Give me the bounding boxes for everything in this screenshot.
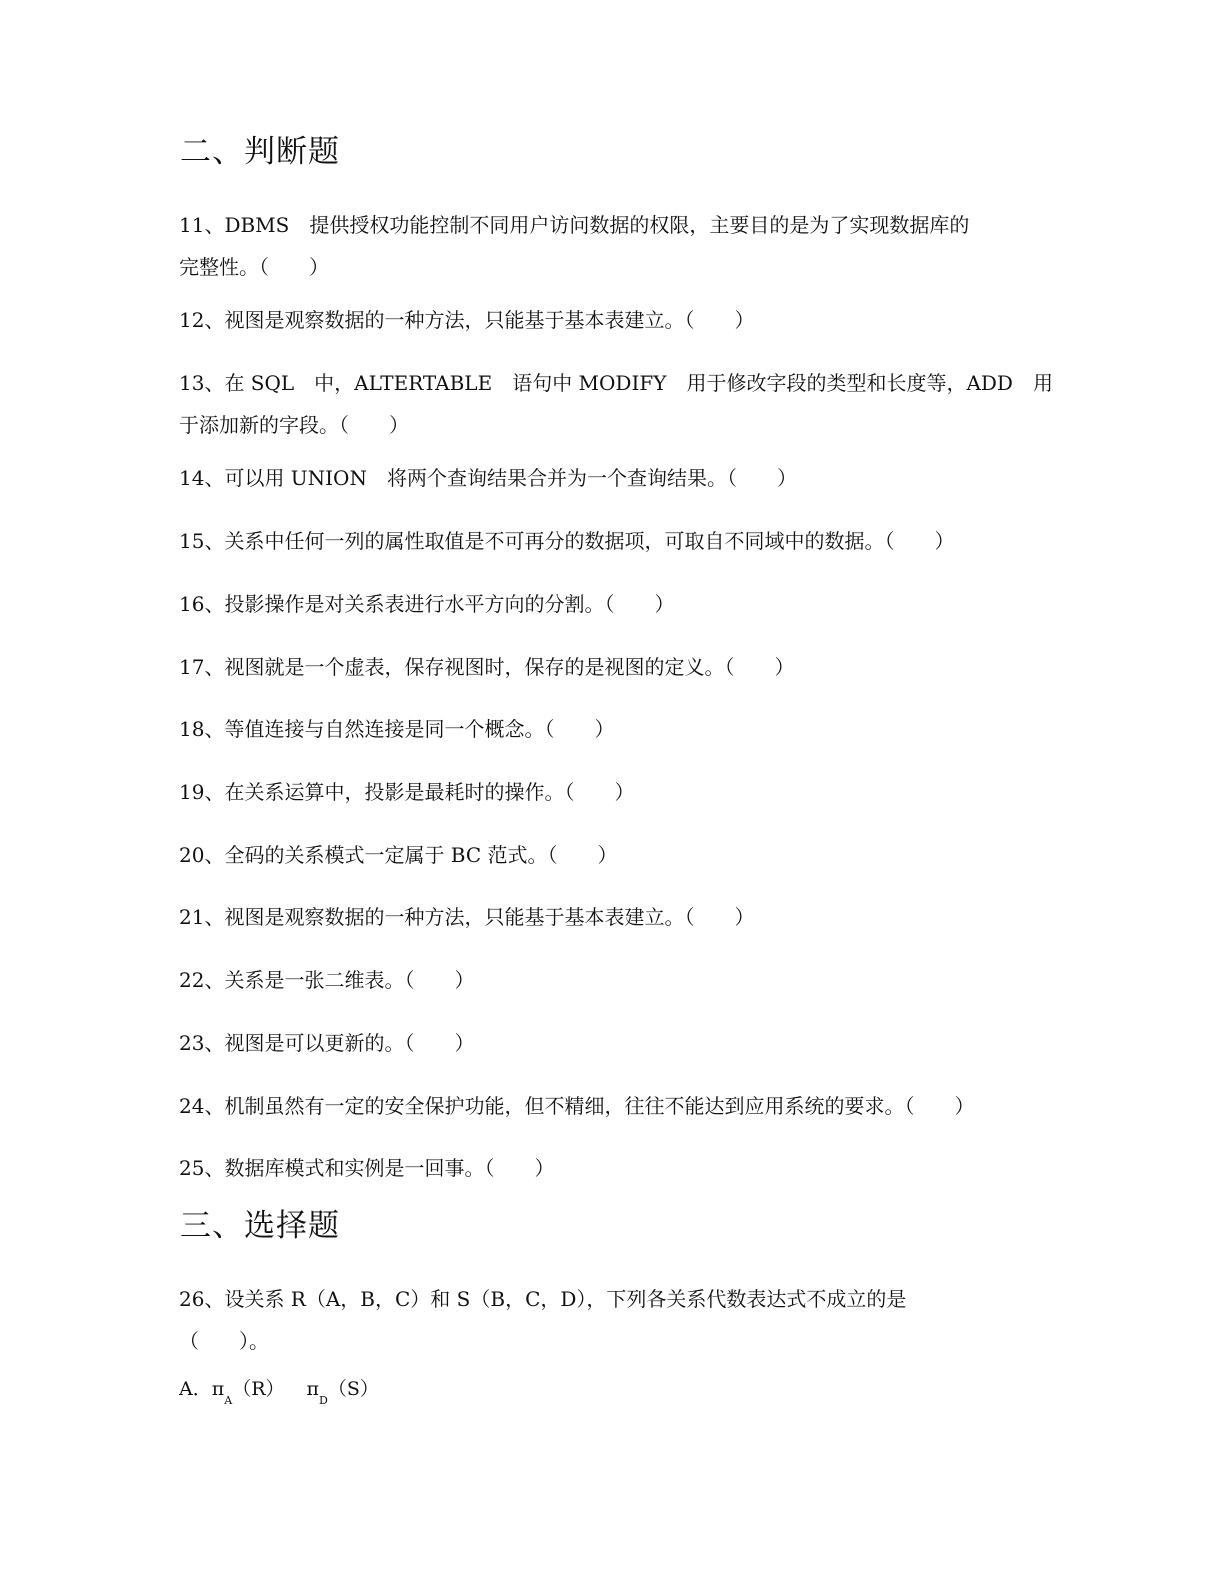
question-17: 17、视图就是一个虚表，保存视图时，保存的是视图的定义。（ ）	[179, 655, 795, 679]
question-23: 23、视图是可以更新的。（ ）	[179, 1031, 475, 1055]
section-heading-multiple-choice: 三、选择题	[180, 1208, 340, 1244]
pi-symbol: π	[211, 1378, 225, 1400]
question-13-line-1: 13、在 SQL 中，ALTERTABLE 语句中 MODIFY 用于修改字段的类型和长度等，ADD 用	[179, 371, 1053, 395]
question-11-line-2: 完整性。（ ）	[179, 255, 329, 279]
question-16: 16、投影操作是对关系表进行水平方向的分割。（ ）	[179, 592, 675, 616]
question-15: 15、关系中任何一列的属性取值是不可再分的数据项，可取自不同域中的数据。（ ）	[179, 529, 955, 553]
question-12: 12、视图是观察数据的一种方法，只能基于基本表建立。（ ）	[179, 308, 755, 332]
question-26-option-a	[179, 1378, 379, 1407]
relation-argument: （S）	[327, 1378, 379, 1400]
question-24: 24、机制虽然有一定的安全保护功能，但不精细，往往不能达到应用系统的要求。（ ）	[179, 1094, 975, 1118]
question-26-line-2: （ ）。	[179, 1329, 269, 1353]
question-11-line-1: 11、DBMS 提供授权功能控制不同用户访问数据的权限，主要目的是为了实现数据库的	[179, 213, 970, 237]
pi-subscript: D	[319, 1394, 328, 1407]
question-25: 25、数据库模式和实例是一回事。（ ）	[179, 1156, 555, 1180]
section-heading-true-false: 二、判断题	[180, 134, 340, 170]
question-21: 21、视图是观察数据的一种方法，只能基于基本表建立。（ ）	[179, 905, 755, 929]
question-14: 14、可以用 UNION 将两个查询结果合并为一个查询结果。（ ）	[179, 466, 797, 490]
question-26-line-1: 26、设关系 R（A，B，C）和 S（B，C，D），下列各关系代数表达式不成立的是	[179, 1287, 907, 1311]
option-a-label: A．	[179, 1378, 212, 1400]
pi-subscript: A	[224, 1394, 233, 1407]
question-20: 20、全码的关系模式一定属于 BC 范式。（ ）	[179, 843, 618, 867]
question-13-line-2: 于添加新的字段。（ ）	[179, 413, 409, 437]
pi-symbol: π	[306, 1378, 319, 1400]
question-18: 18、等值连接与自然连接是同一个概念。（ ）	[179, 717, 615, 741]
relation-argument: （R）	[232, 1378, 285, 1400]
question-22: 22、关系是一张二维表。（ ）	[179, 968, 475, 992]
question-19: 19、在关系运算中，投影是最耗时的操作。（ ）	[179, 780, 635, 804]
